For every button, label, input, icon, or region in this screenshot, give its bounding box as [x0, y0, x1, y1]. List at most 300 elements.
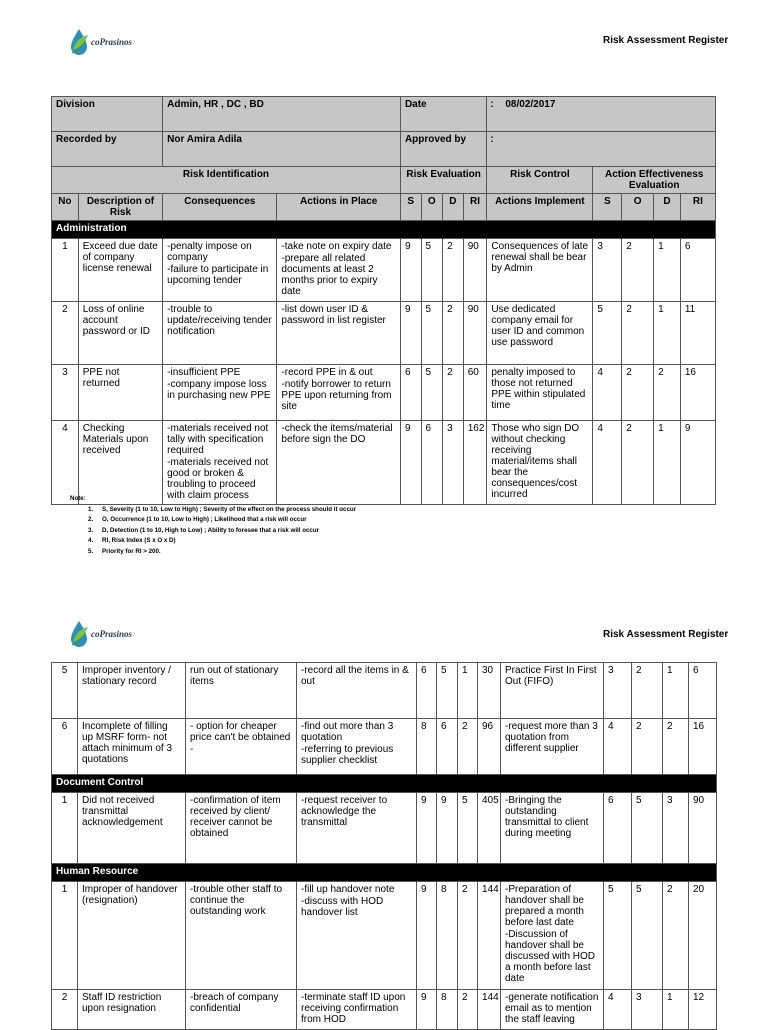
note-item: [88, 505, 356, 516]
risk-consequences-line: -company impose loss in purchasing new PPE: [167, 379, 271, 401]
section-title: Human Resource: [52, 864, 717, 882]
col-actions-in-place: Actions in Place: [277, 194, 401, 221]
risk-consequences-line: - option for cheaper price can't be obtained: [190, 721, 291, 743]
severity-value: 9: [421, 884, 427, 895]
section-title: Document Control: [52, 775, 717, 793]
eval-occurrence-value: 2: [636, 665, 642, 676]
eval-detection-value: 2: [658, 367, 664, 378]
occurrence-value: 5: [425, 241, 432, 252]
date-value: 08/02/2017: [505, 99, 556, 110]
risk-description-cell: [78, 302, 162, 365]
risk-consequences-cell: [186, 663, 297, 719]
risk-description-cell: [78, 239, 162, 302]
leaf-drop-icon: [68, 27, 90, 57]
actions-in-place-line: -notify borrower to return PPE upon returning from site: [281, 379, 392, 412]
eval-occurrence-value: 5: [636, 795, 642, 806]
actions-implement-line: -request more than 3 quotation from different supplier: [505, 721, 598, 754]
actions-in-place-cell: [297, 793, 417, 864]
risk-consequences-line: -trouble to update/receiving tender notification: [167, 304, 272, 337]
risk-consequences-line: -trouble other staff to continue the outstanding work: [190, 884, 283, 917]
document-title-page-2: Risk Assessment Register: [603, 629, 729, 640]
eval-risk-index-value-cell: [689, 882, 717, 990]
detection-value-cell: [458, 719, 478, 775]
actions-in-place-line: -prepare all related documents at least 2 months prior to expiry date: [281, 253, 378, 297]
actions-implement-line: penalty imposed to those not returned PPE within stipulated time: [491, 367, 586, 411]
eval-severity-value: 3: [597, 241, 603, 252]
actions-implement-cell: [487, 421, 593, 505]
risk-consequences-line: -materials received not tally with specification required: [167, 423, 269, 456]
severity-value-cell: [400, 365, 421, 421]
eval-detection-value: 1: [667, 665, 673, 676]
eval-occurrence-value-cell: [622, 302, 654, 365]
row-number: 6: [61, 721, 68, 732]
row-number: 3: [62, 367, 68, 378]
row-number-cell: [52, 302, 79, 365]
risk-consequences-cell: [186, 719, 297, 775]
occurrence-value: 6: [425, 423, 432, 434]
severity-value-cell: [400, 239, 421, 302]
eval-detection-value-cell: [654, 239, 681, 302]
eval-risk-index-value: 6: [684, 241, 691, 252]
notes-title: Note:: [70, 495, 86, 502]
section-document-control: [52, 775, 717, 793]
document-title: Risk Assessment Register: [603, 35, 729, 46]
eval-detection-value-cell: [654, 365, 681, 421]
actions-implement-line: -Discussion of handover shall be discussed with HOD a month before last date: [505, 929, 596, 984]
risk-index-value: 144: [482, 884, 499, 895]
actions-in-place-cell: [297, 719, 417, 775]
eval-risk-index-value: 20: [693, 884, 705, 895]
table-row: [52, 421, 716, 505]
recorded-value: Nor Amira Adila: [163, 132, 401, 167]
detection-value: 2: [447, 367, 453, 378]
actions-implement-cell: [501, 793, 604, 864]
risk-description: Improper inventory / stationary record: [82, 665, 171, 687]
risk-index-value: 144: [482, 992, 499, 1003]
risk-index-value-cell: [463, 302, 487, 365]
table-row: [52, 793, 717, 864]
actions-in-place-line: -discuss with HOD handover list: [301, 896, 384, 918]
eval-severity-value-cell: [604, 719, 632, 775]
approved-cell: [487, 132, 716, 167]
risk-index-value-cell: [463, 421, 487, 505]
actions-in-place-cell: [277, 302, 401, 365]
note-text: D, Detection (1 to 10, High to Low) ; Ability to foresee that a risk will occur: [102, 526, 320, 534]
col-ri2: RI: [680, 194, 715, 221]
actions-implement-cell: [487, 302, 593, 365]
risk-index-value: 90: [467, 241, 479, 252]
occurrence-value-cell: [421, 302, 443, 365]
row-number-cell: [52, 663, 78, 719]
row-number-cell: [52, 421, 79, 505]
risk-register-table-page-2: [51, 662, 717, 1030]
occurrence-value-cell: [437, 719, 458, 775]
actions-implement-line: -Bringing the outstanding transmittal to client during meeting: [505, 795, 589, 839]
risk-description: Improper of handover (resignation): [82, 884, 178, 906]
risk-description: Exceed due date of company license renewal: [82, 241, 158, 274]
actions-in-place-line: -request receiver to acknowledge the transmittal: [301, 795, 388, 828]
eval-severity-value-cell: [593, 365, 622, 421]
severity-value-cell: [417, 793, 437, 864]
risk-description: Checking Materials upon received: [82, 423, 149, 456]
row-number: 1: [61, 884, 68, 895]
risk-consequences-line: -failure to participate in upcoming tender: [167, 264, 269, 286]
eval-detection-value: 1: [658, 241, 664, 252]
risk-consequences-cell: [186, 793, 297, 864]
eval-occurrence-value: 2: [626, 367, 632, 378]
recorded-label-cell: [52, 132, 163, 167]
occurrence-value-cell: [421, 421, 443, 505]
col-description: Description of Risk: [78, 194, 162, 221]
risk-index-value-cell: [478, 719, 501, 775]
col-ri: RI: [463, 194, 487, 221]
eval-occurrence-value-cell: [622, 421, 654, 505]
note-item: [88, 526, 356, 537]
eval-risk-index-value: 16: [693, 721, 705, 732]
occurrence-value: 6: [441, 721, 447, 732]
severity-value: 6: [404, 367, 411, 378]
eval-detection-value: 2: [667, 721, 673, 732]
risk-description-cell: [78, 719, 186, 775]
eval-severity-value: 3: [608, 665, 614, 676]
detection-value-cell: [458, 663, 478, 719]
eval-detection-value: 2: [667, 884, 673, 895]
eval-risk-index-value-cell: [680, 365, 715, 421]
col-no: No: [52, 194, 79, 221]
eval-occurrence-value: 3: [636, 992, 642, 1003]
occurrence-value: 9: [441, 795, 447, 806]
actions-in-place-line: -take note on expiry date: [281, 241, 392, 252]
section-title: Administration: [52, 221, 716, 239]
risk-control-header: Risk Control: [487, 167, 593, 194]
occurrence-value: 5: [441, 665, 447, 676]
notes-list: [70, 505, 356, 558]
row-number: 2: [61, 992, 68, 1003]
risk-consequences-line: -insufficient PPE: [167, 367, 241, 378]
risk-description-cell: [78, 882, 186, 990]
risk-index-value-cell: [478, 663, 501, 719]
row-number: 4: [62, 423, 68, 434]
eval-risk-index-value: 12: [693, 992, 705, 1003]
risk-index-value-cell: [463, 365, 487, 421]
actions-in-place-line: -referring to previous supplier checklist: [301, 744, 394, 766]
detection-value: 2: [462, 884, 468, 895]
eval-occurrence-value-cell: [622, 365, 654, 421]
detection-value: 2: [447, 304, 453, 315]
division-row: [52, 97, 716, 132]
actions-implement-line: Use dedicated company email for user ID and common use password: [491, 304, 585, 348]
col-d2: D: [654, 194, 681, 221]
leaf-drop-icon: [68, 619, 90, 649]
detection-value-cell: [443, 365, 464, 421]
occurrence-value-cell: [437, 793, 458, 864]
risk-description: Staff ID restriction upon resignation: [82, 992, 162, 1014]
actions-implement-cell: [501, 663, 604, 719]
risk-consequences-line: -confirmation of item received by client/ receiver cannot be obtained: [190, 795, 281, 839]
detection-value-cell: [443, 239, 464, 302]
col-actions-implement: Actions Implement: [487, 194, 593, 221]
action-effectiveness-header: Action Effectiveness Evaluation: [593, 167, 716, 194]
detection-value: 2: [462, 721, 468, 732]
risk-consequences-cell: [163, 302, 277, 365]
actions-in-place-line: -list down user ID & password in list register: [281, 304, 386, 326]
eval-detection-value-cell: [654, 421, 681, 505]
logo-text: coPrasinos: [91, 629, 133, 639]
row-number: 1: [61, 795, 68, 806]
detection-value: 2: [447, 241, 453, 252]
recorded-label: Recorded by: [56, 134, 117, 145]
eval-detection-value: 3: [667, 795, 673, 806]
occurrence-value-cell: [421, 239, 443, 302]
table-row: [52, 239, 716, 302]
table-row: [52, 302, 716, 365]
risk-identification-header: Risk Identification: [52, 167, 401, 194]
actions-in-place-cell: [277, 421, 401, 505]
row-number: 1: [62, 241, 68, 252]
note-text: O, Occurrence (1 to 10, Low to High) ; Likelihood that a risk will occur: [102, 516, 307, 523]
eval-risk-index-value-cell: [689, 663, 717, 719]
detection-value: 2: [462, 992, 468, 1003]
actions-implement-line: Consequences of late renewal shall be bear by Admin: [491, 241, 589, 274]
risk-index-value: 162: [467, 423, 485, 434]
eval-detection-value-cell: [654, 302, 681, 365]
eval-occurrence-value-cell: [622, 239, 654, 302]
eval-occurrence-value: 5: [636, 884, 642, 895]
eval-occurrence-value: 2: [626, 241, 632, 252]
occurrence-value: 5: [425, 304, 432, 315]
note-number: 4.: [88, 537, 94, 544]
actions-implement-cell: [501, 882, 604, 990]
eval-severity-value: 5: [597, 304, 603, 315]
risk-description: Incomplete of filling up MSRF form- not attach minimum of 3 quotations: [82, 721, 173, 765]
risk-consequences-line: run out of stationary items: [190, 665, 279, 687]
eval-occurrence-value: 2: [626, 304, 632, 315]
eval-detection-value-cell: [663, 719, 689, 775]
eval-severity-value-cell: [604, 882, 632, 990]
actions-implement-line: Practice First In First Out (FIFO): [505, 665, 597, 687]
eval-occurrence-value-cell: [632, 719, 663, 775]
date-label: Date: [400, 97, 486, 132]
eval-occurrence-value: 2: [626, 423, 632, 434]
eval-risk-index-value-cell: [689, 793, 717, 864]
approved-label: Approved by: [400, 132, 486, 167]
recorded-row: [52, 132, 716, 167]
risk-consequences-line: -breach of company confidential: [190, 992, 279, 1014]
severity-value-cell: [417, 663, 437, 719]
occurrence-value-cell: [421, 365, 443, 421]
risk-consequences-line: -materials received not good or broken & troubling to proceed with claim process: [167, 457, 269, 501]
actions-in-place-cell: [297, 663, 417, 719]
note-text: S, Severity (1 to 10, Low to High) ; Severity of the effect on the process should it occur: [102, 505, 357, 513]
table-row: [52, 663, 717, 719]
actions-in-place-line: -find out more than 3 quotation: [301, 721, 394, 743]
severity-value: 8: [421, 721, 427, 732]
eval-detection-value-cell: [663, 663, 689, 719]
risk-consequences-cell: [163, 239, 277, 302]
risk-description-cell: [78, 365, 162, 421]
table-row: [52, 365, 716, 421]
group-header-row: [52, 167, 716, 194]
actions-implement-cell: [501, 719, 604, 775]
risk-consequences-cell: [186, 882, 297, 990]
risk-description: Did not received transmittal acknowledgement: [82, 795, 163, 828]
detection-value-cell: [458, 882, 478, 990]
risk-evaluation-header: Risk Evaluation: [400, 167, 486, 194]
row-number-cell: [52, 365, 79, 421]
eval-occurrence-value-cell: [632, 663, 663, 719]
risk-description-cell: [78, 421, 162, 505]
eval-detection-value-cell: [663, 882, 689, 990]
notes-block: [70, 494, 356, 557]
detection-value: 1: [462, 665, 468, 676]
eval-detection-value: 1: [667, 992, 673, 1003]
row-number: 5: [61, 665, 68, 676]
note-text: Priority for RI > 200.: [102, 547, 161, 555]
risk-consequences-line: -: [190, 744, 194, 755]
actions-implement-cell: [487, 365, 593, 421]
severity-value: 9: [404, 423, 411, 434]
eval-severity-value: 4: [608, 721, 614, 732]
detection-value-cell: [443, 302, 464, 365]
severity-value: 9: [421, 795, 427, 806]
note-item: [88, 547, 356, 558]
eval-risk-index-value: 9: [684, 423, 691, 434]
eval-detection-value: 1: [658, 423, 664, 434]
col-consequences: Consequences: [163, 194, 277, 221]
row-number-cell: [52, 793, 78, 864]
detection-value-cell: [443, 421, 464, 505]
occurrence-value: 8: [441, 884, 447, 895]
date-cell: [487, 97, 716, 132]
severity-value-cell: [400, 421, 421, 505]
eval-severity-value: 5: [608, 884, 614, 895]
detection-value-cell: [458, 793, 478, 864]
risk-index-value: 405: [482, 795, 499, 806]
actions-in-place-line: -check the items/material before sign the DO: [281, 423, 393, 445]
note-number: 2.: [88, 516, 94, 523]
eval-severity-value: 4: [608, 992, 614, 1003]
actions-in-place-line: -terminate staff ID upon receiving confirmation from HOD: [301, 992, 406, 1025]
eval-severity-value-cell: [593, 302, 622, 365]
eval-risk-index-value-cell: [680, 421, 715, 505]
risk-description-cell: [78, 793, 186, 864]
col-o: O: [421, 194, 443, 221]
risk-index-value-cell: [478, 793, 501, 864]
eval-risk-index-value-cell: [680, 239, 715, 302]
section-human-resource: [52, 864, 717, 882]
detection-value: 5: [462, 795, 468, 806]
eval-severity-value-cell: [593, 239, 622, 302]
note-item: [88, 536, 356, 547]
risk-consequences-cell: [163, 421, 277, 505]
severity-value: 6: [421, 665, 427, 676]
col-o2: O: [622, 194, 654, 221]
risk-index-value-cell: [463, 239, 487, 302]
actions-in-place-line: -record PPE in & out: [281, 367, 373, 378]
actions-implement-line: -generate notification email as to mention the staff leaving: [505, 992, 599, 1025]
risk-consequences-line: -penalty impose on company: [167, 241, 252, 263]
eval-risk-index-value: 16: [684, 367, 696, 378]
actions-in-place-line: -fill up handover note: [301, 884, 395, 895]
row-number-cell: [52, 882, 78, 990]
row-number-cell: [52, 719, 78, 775]
actions-implement-cell: [487, 239, 593, 302]
severity-value-cell: [417, 882, 437, 990]
severity-value: 9: [421, 992, 427, 1003]
eval-severity-value-cell: [593, 421, 622, 505]
risk-description: PPE not returned: [82, 367, 120, 389]
table-row: [52, 719, 717, 775]
risk-index-value: 30: [482, 665, 494, 676]
eval-severity-value: 4: [597, 423, 603, 434]
note-item: [88, 515, 356, 526]
risk-index-value: 60: [467, 367, 479, 378]
eval-severity-value: 4: [597, 367, 603, 378]
section-administration: [52, 221, 716, 239]
division-value: Admin, HR , DC , BD: [163, 97, 401, 132]
eval-severity-value-cell: [604, 663, 632, 719]
severity-value: 9: [404, 241, 411, 252]
risk-consequences-cell: [163, 365, 277, 421]
severity-value: 9: [404, 304, 411, 315]
eval-risk-index-value-cell: [689, 719, 717, 775]
table-row: [52, 882, 717, 990]
actions-in-place-line: -record all the items in & out: [301, 665, 409, 687]
division-label-cell: [52, 97, 163, 132]
occurrence-value-cell: [437, 663, 458, 719]
actions-implement-line: Those who sign DO without checking receiving material/items shall bear the consequences/cost incurred: [491, 423, 580, 500]
eval-severity-value: 6: [608, 795, 614, 806]
severity-value-cell: [417, 719, 437, 775]
eval-severity-value-cell: [604, 793, 632, 864]
col-s: S: [400, 194, 421, 221]
eval-risk-index-value-cell: [680, 302, 715, 365]
occurrence-value: 5: [425, 367, 432, 378]
note-number: 1.: [88, 505, 94, 513]
company-logo: [68, 27, 132, 57]
eval-detection-value: 1: [658, 304, 664, 315]
occurrence-value: 8: [441, 992, 447, 1003]
risk-description-cell: [78, 663, 186, 719]
severity-value-cell: [400, 302, 421, 365]
eval-risk-index-value: 11: [684, 304, 696, 315]
actions-in-place-cell: [277, 365, 401, 421]
company-logo-page-2: [68, 619, 132, 649]
row-number-cell: [52, 239, 79, 302]
risk-register-table-page-1: [51, 96, 716, 505]
division-label: Division: [56, 99, 95, 110]
logo-text: coPrasinos: [91, 37, 133, 47]
risk-index-value: 90: [467, 304, 479, 315]
actions-in-place-cell: [277, 239, 401, 302]
risk-index-value-cell: [478, 882, 501, 990]
occurrence-value-cell: [437, 882, 458, 990]
date-colon: :: [490, 99, 494, 110]
eval-risk-index-value: 90: [693, 795, 705, 806]
eval-risk-index-value: 6: [693, 665, 699, 676]
note-number: 3.: [88, 526, 94, 534]
risk-index-value: 96: [482, 721, 494, 732]
eval-occurrence-value-cell: [632, 882, 663, 990]
eval-occurrence-value-cell: [632, 793, 663, 864]
eval-occurrence-value: 2: [636, 721, 642, 732]
column-header-row: [52, 194, 716, 221]
actions-in-place-cell: [297, 882, 417, 990]
approved-colon: :: [490, 134, 494, 145]
row-number: 2: [62, 304, 68, 315]
col-s2: S: [593, 194, 622, 221]
detection-value: 3: [447, 423, 453, 434]
